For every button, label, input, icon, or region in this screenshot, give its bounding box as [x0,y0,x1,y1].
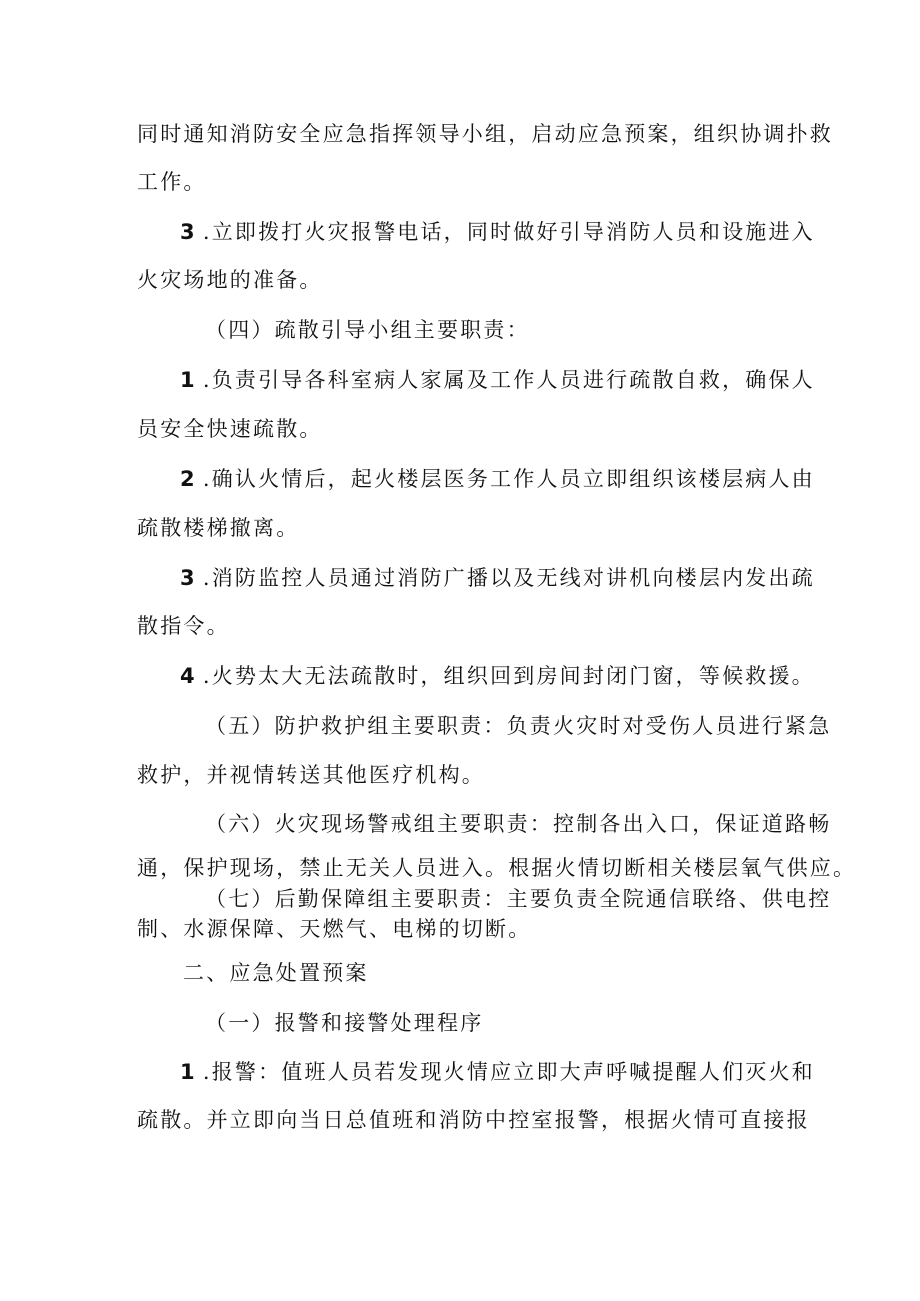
paragraph-line [137,120,833,148]
line-text: .立即拨打火灾报警电话，同时做好引导消防人员和设施进入 [202,220,815,244]
line-text: 同时通知消防安全应急指挥领导小组，启动应急预案，组织协调扑救 [137,122,833,146]
section-heading-2 [183,959,369,987]
section-heading-1 [205,1009,483,1037]
paragraph-line [137,761,485,789]
line-text: .火势太大无法疏散时，组织回到房间封闭门窗，等候救援。 [202,664,815,688]
line-text: .负责引导各科室病人家属及工作人员进行疏散自救，确保人 [202,368,815,392]
line-text: .报警：值班人员若发现火情应立即大声呼喊提醒人们灭火和 [202,1060,815,1084]
heading-text: （五）防护救护组主要职责：负责火灾时对受伤人员进行紧急 [205,714,832,738]
list-item-4-line [180,662,815,690]
paragraph-line [137,415,323,443]
list-number: 3 [180,220,197,244]
paragraph-line [137,612,230,640]
heading-text: （一）报警和接警处理程序 [205,1011,484,1035]
list-number: 3 [180,566,197,590]
paragraph-line [137,266,323,294]
paragraph-line [137,514,299,542]
list-number: 4 [180,664,197,688]
line-text: 疏散楼梯撤离。 [137,516,300,540]
section-heading-5 [205,712,831,740]
paragraph-line [137,1106,810,1134]
paragraph-line [137,168,207,196]
line-text: 通，保护现场，禁止无关人员进入。根据火情切断相关楼层氧气供应。 [137,856,857,880]
heading-text: （六）火灾现场警戒组主要职责：控制各出入口，保证道路畅 [205,812,832,836]
list-number: 1 [180,1060,197,1084]
line-text: .消防监控人员通过消防广播以及无线对讲机向楼层内发出疏 [202,566,815,590]
line-text: 火灾场地的准备。 [137,268,323,292]
list-item-3-line [180,564,815,592]
line-text: 员安全快速疏散。 [137,417,323,441]
heading-text: （四）疏散引导小组主要职责： [205,318,530,342]
paragraph-line [137,854,856,882]
line-text: 疏散。并立即向当日总值班和消防中控室报警，根据火情可直接报 [137,1108,810,1132]
line-text: 散指令。 [137,614,230,638]
list-item-1-line [180,1058,815,1086]
section-heading-6 [205,810,831,838]
section-heading-7 [205,885,831,913]
heading-text: 二、应急处置预案 [183,961,369,985]
paragraph-line [137,915,531,943]
list-number: 2 [180,467,197,491]
list-item-3-line [180,218,815,246]
line-text: .确认火情后，起火楼层医务工作人员立即组织该楼层病人由 [202,467,815,491]
line-text: 工作。 [137,170,207,194]
heading-text: （七）后勤保障组主要职责：主要负责全院通信联络、供电控 [205,887,832,911]
list-item-2-line [180,465,815,493]
section-heading-4 [205,316,530,344]
list-number: 1 [180,368,197,392]
line-text: 制、水源保障、天燃气、电梯的切断。 [137,917,532,941]
list-item-1-line [180,366,815,394]
line-text: 救护，并视情转送其他医疗机构。 [137,763,485,787]
